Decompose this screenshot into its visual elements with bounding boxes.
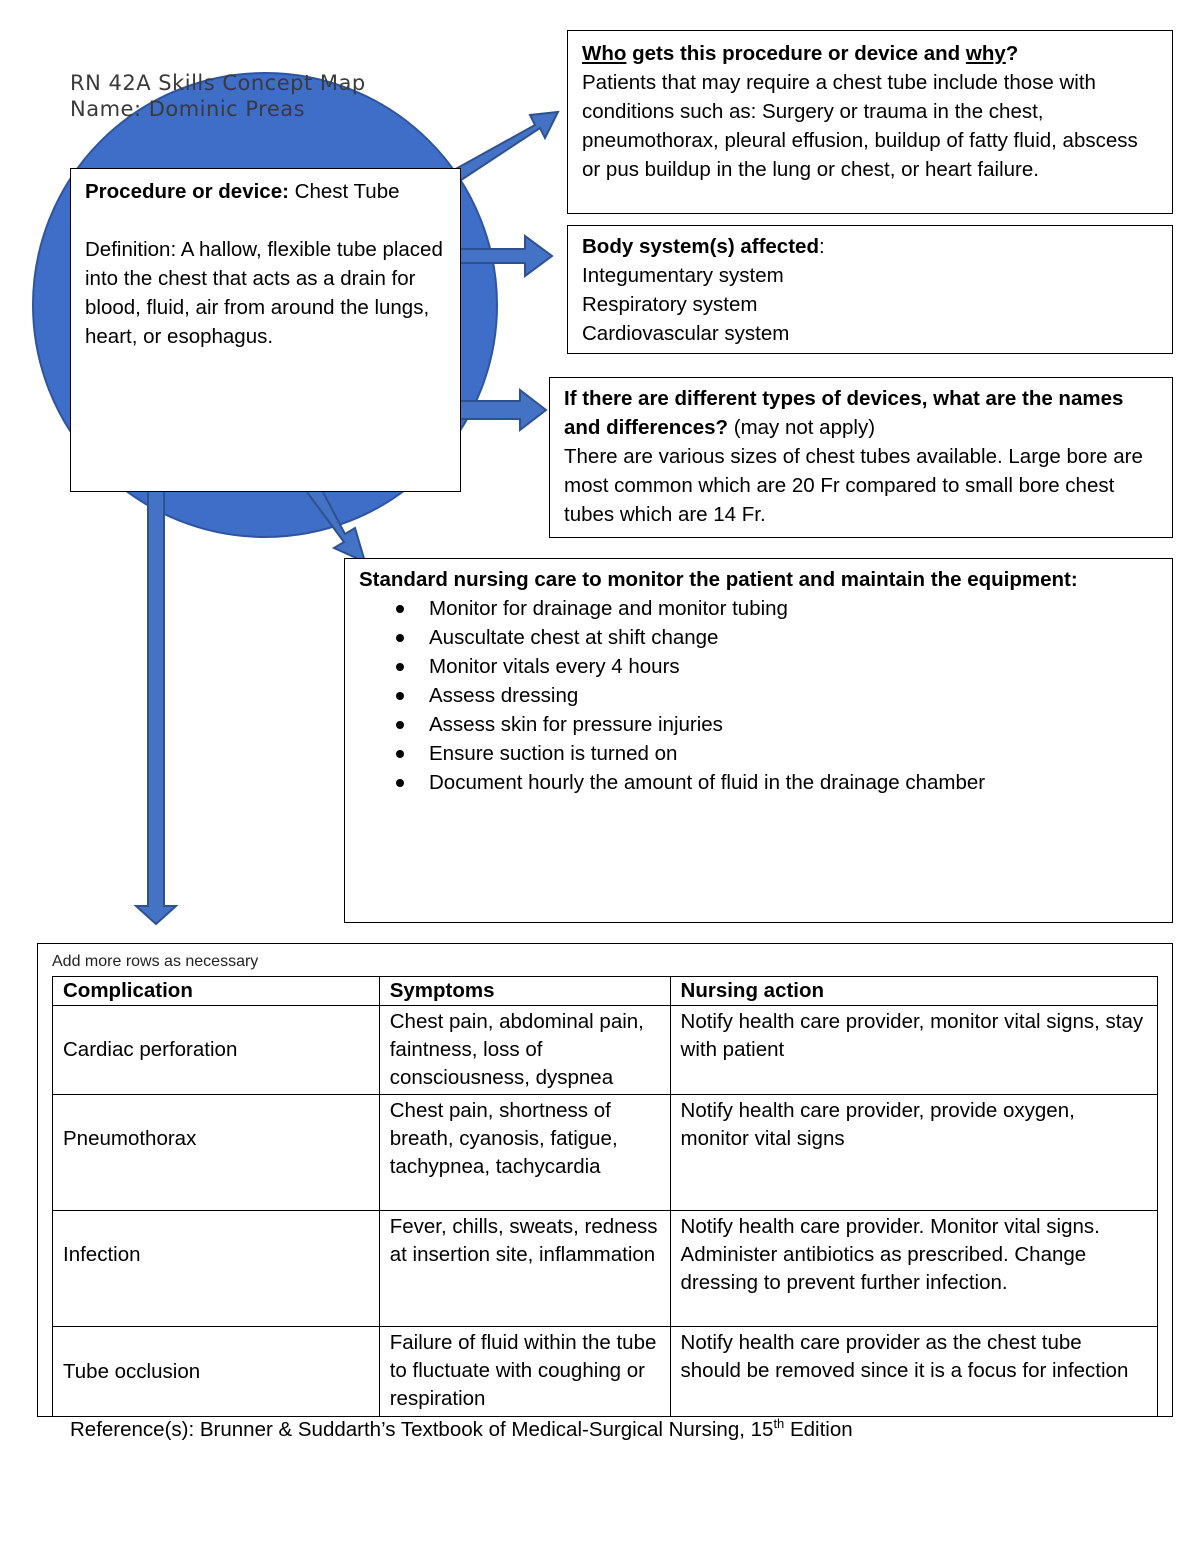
care-title: Standard nursing care to monitor the patient and maintain the equipment:	[359, 568, 1078, 591]
who-text: Patients that may require a chest tube include those with conditions such as: Surgery or trauma in the chest, pneumothorax, pleural effusion, buildup of fatty fluid, abscess or pus buildup in the lung or chest, or heart failure.	[582, 71, 1138, 181]
symptoms-cell: Chest pain, shortness of breath, cyanosis, fatigue, tachypnea, tachycardia	[379, 1095, 670, 1211]
types-text: There are various sizes of chest tubes available. Large bore are most common which are 20 Fr compared to small bore chest tubes which are 14 Fr.	[564, 445, 1143, 526]
nursing-care-box	[344, 558, 1173, 923]
reference-sup: th	[773, 1416, 785, 1431]
procedure-heading	[85, 177, 446, 206]
complication-cell: Cardiac perforation	[53, 1006, 380, 1095]
student-name: Name: Dominic Preas	[70, 97, 306, 121]
symptoms-cell: Fever, chills, sweats, redness at insertion site, inflammation	[379, 1211, 670, 1327]
course-title: RN 42A Skills Concept Map	[70, 71, 366, 95]
care-item: Document hourly the amount of fluid in the drainage chamber	[429, 768, 1158, 797]
who-mid: gets this procedure or device and	[626, 42, 966, 65]
care-item: Monitor vitals every 4 hours	[429, 652, 1158, 681]
systems-heading	[582, 232, 1158, 261]
symptoms-cell: Chest pain, abdominal pain, faintness, loss of consciousness, dyspnea	[379, 1006, 670, 1095]
system-item: Cardiovascular system	[582, 322, 790, 345]
who-word: Who	[582, 42, 627, 65]
types-note: (may not apply)	[728, 416, 876, 439]
action-cell: Notify health care provider. Monitor vital signs. Administer antibiotics as prescribed. Change dressing to prevent further infection.	[670, 1211, 1157, 1327]
why-word: why	[965, 42, 1006, 65]
table-header-row	[53, 977, 1158, 1006]
arrow-to-table	[136, 477, 176, 924]
reference-end: Edition	[784, 1417, 853, 1441]
care-heading	[359, 565, 1158, 594]
care-item: Assess skin for pressure injuries	[429, 710, 1158, 739]
table-row	[53, 1327, 1158, 1417]
care-item: Assess dressing	[429, 681, 1158, 710]
action-cell: Notify health care provider, provide oxygen, monitor vital signs	[670, 1095, 1157, 1211]
who-end: ?	[1005, 42, 1019, 65]
table-row	[53, 1211, 1158, 1327]
who-heading	[582, 39, 1158, 68]
types-title: If there are different types of devices, what are the names and differences?	[564, 387, 1124, 439]
table-row	[53, 1006, 1158, 1095]
action-cell: Notify health care provider as the chest tube should be removed since it is a focus for infection	[670, 1327, 1157, 1417]
procedure-label: Procedure or device:	[85, 180, 289, 203]
system-item: Integumentary system	[582, 264, 784, 287]
complication-cell: Tube occlusion	[53, 1327, 380, 1417]
symptoms-cell: Failure of fluid within the tube to fluctuate with coughing or respiration	[379, 1327, 670, 1417]
table-note: Add more rows as necessary	[52, 953, 259, 970]
body-systems-box	[567, 225, 1173, 354]
header	[70, 70, 366, 122]
care-item: Ensure suction is turned on	[429, 739, 1158, 768]
care-list	[359, 594, 1158, 797]
reference	[70, 1416, 853, 1442]
table-row	[53, 1095, 1158, 1211]
procedure-definition: Definition: A hallow, flexible tube placed into the chest that acts as a drain for blood, fluid, air from around the lungs, heart, or esophagus.	[85, 238, 443, 348]
system-item: Respiratory system	[582, 293, 758, 316]
who-box	[567, 30, 1173, 214]
complication-cell: Pneumothorax	[53, 1095, 380, 1211]
care-item: Monitor for drainage and monitor tubing	[429, 594, 1158, 623]
reference-text: Reference(s): Brunner & Suddarth’s Textbook of Medical-Surgical Nursing, 15	[70, 1417, 774, 1441]
header-symptoms: Symptoms	[379, 977, 670, 1006]
device-types-box	[549, 377, 1173, 538]
types-heading	[564, 384, 1158, 442]
systems-colon: :	[818, 235, 825, 258]
action-cell: Notify health care provider, monitor vital signs, stay with patient	[670, 1006, 1157, 1095]
header-nursing-action: Nursing action	[670, 977, 1157, 1006]
complication-cell: Infection	[53, 1211, 380, 1327]
complications-table	[52, 976, 1158, 1417]
procedure-value: Chest Tube	[288, 180, 400, 203]
procedure-box	[70, 168, 461, 492]
header-complication: Complication	[53, 977, 380, 1006]
systems-title: Body system(s) affected	[582, 235, 819, 258]
care-item: Auscultate chest at shift change	[429, 623, 1158, 652]
